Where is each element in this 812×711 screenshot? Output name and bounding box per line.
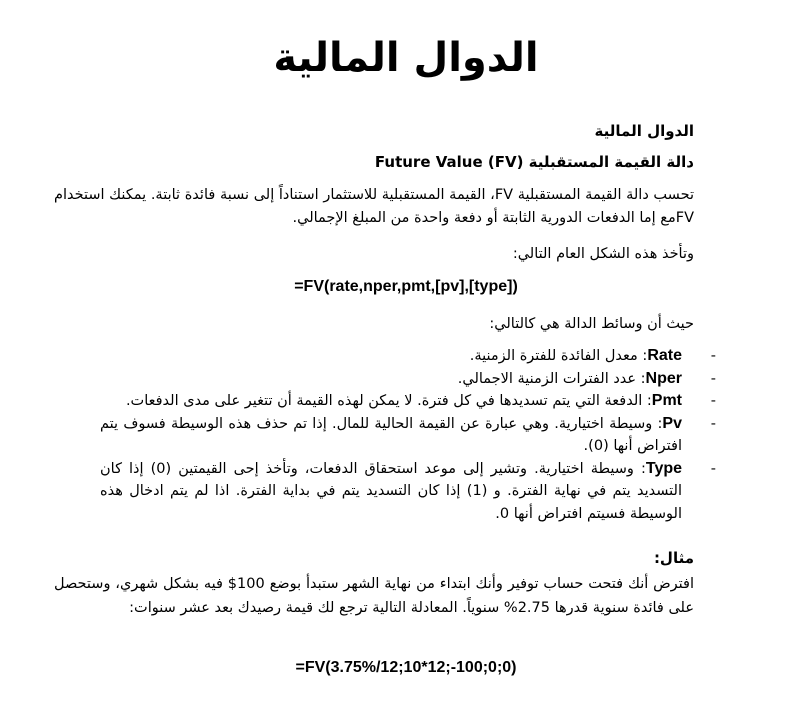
bullet-dash: -: [710, 415, 716, 432]
argument-term: Pv: [662, 414, 682, 432]
argument-desc: : عدد الفترات الزمنية الاجمالي.: [457, 370, 646, 387]
intro-paragraph: تحسب دالة القيمة المستقبلية FV، القيمة المستقبلية للاستثمار استناداً إلى نسبة فائدة ثابتة. يمكنك استخدام FVمع إما الدفعات الدورية الثابتة أو دفعة واحدة من المبلغ الإجمالي.: [54, 187, 695, 226]
arguments-intro: حيث أن وسائط الدالة هي كالتالي:: [489, 316, 694, 332]
syntax-intro: وتأخذ هذه الشكل العام التالي:: [512, 246, 694, 262]
bullet-dash: -: [710, 460, 716, 477]
bullet-dash: -: [710, 348, 716, 364]
example-heading: مثال:: [653, 549, 694, 567]
subheading-fv: [94, 151, 694, 174]
argument-item-nper: [100, 368, 720, 391]
syntax-formula: =FV(rate,nper,pmt,[pv],[type]): [294, 278, 518, 295]
argument-item-pv: [100, 413, 720, 458]
example-formula: =FV(3.75%/12;10*12;-100;0;0): [295, 659, 517, 676]
page-title: الدوال المالية: [273, 35, 539, 81]
argument-desc: : وسيطة اختيارية. وتشير إلى موعد استحقاق الدفعات، وتأخذ إحى القيمتين (0) إذا كان التسديد يتم في نهاية الفترة. و (1) إذا كان التسديد يتم في بداية الفترة. اذا لم يتم ادخال هذه الوسيطة فسيتم افتراض أنها 0.: [100, 460, 683, 522]
example-paragraph: افترض أنك فتحت حساب توفير وأنك ابتداء من نهاية الشهر ستبدأ بوضع 100$ فيه بشكل شهري، وستحصل على فائدة سنوية قدرها 2.75% سنوياً. المعادلة التالية ترجع لك قيمة رصيدك بعد عشر سنوات:: [54, 576, 694, 616]
argument-desc: : معدل الفائدة للفترة الزمنية.: [469, 348, 648, 364]
argument-term: Type: [645, 459, 683, 477]
section-heading: الدوال المالية: [594, 122, 694, 140]
argument-term: Nper: [645, 369, 682, 387]
argument-term: Rate: [647, 347, 682, 364]
bullet-dash: -: [710, 370, 716, 387]
argument-desc: : الدفعة التي يتم تسديدها في كل فترة. لا يمكن لهذه القيمة أن تتغير على مدى الدفعات.: [125, 393, 652, 409]
argument-term: Pmt: [651, 392, 682, 409]
argument-desc: : وسيطة اختيارية. وهي عبارة عن القيمة الحالية للمال. إذا تم حذف هذه الوسيطة فسوف يتم افتراض أنها (0).: [100, 415, 682, 454]
arguments-list: [100, 345, 720, 525]
argument-item-pmt: [100, 390, 720, 413]
argument-item-rate: [100, 345, 720, 368]
argument-item-type: [100, 458, 720, 526]
subheading-text: دالة القيمة المستقبلية (FV) Future Value: [374, 153, 694, 171]
bullet-dash: -: [710, 393, 716, 409]
